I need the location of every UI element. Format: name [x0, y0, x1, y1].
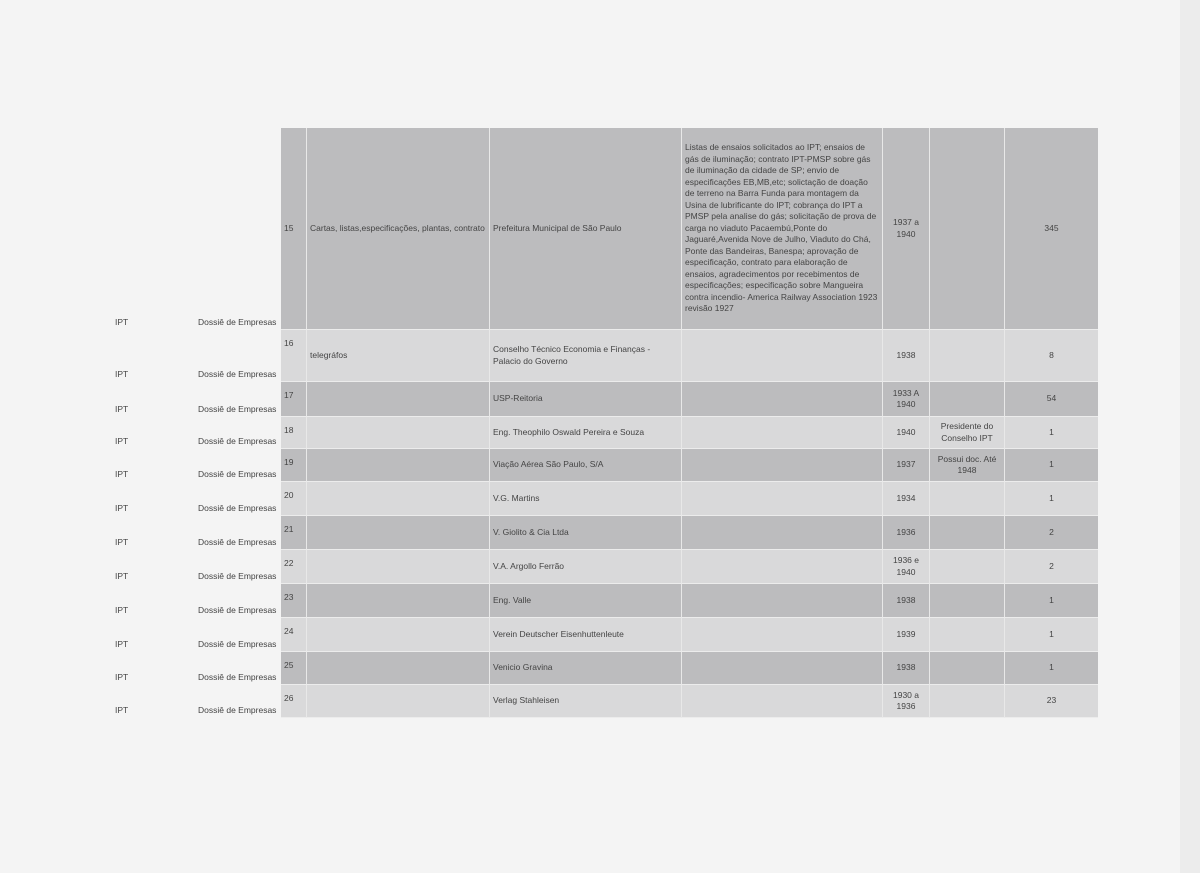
item-number: 24: [284, 626, 294, 636]
notes-cell: [930, 128, 1005, 330]
quantity-cell: [1005, 128, 1098, 330]
series-label: Dossiê de Empresas: [198, 705, 277, 715]
item-number-cell: [281, 128, 307, 330]
quantity: 1: [1049, 426, 1054, 437]
date-range: 1940: [896, 426, 916, 437]
description-cell: [682, 618, 883, 652]
item-number-cell: [281, 330, 307, 382]
table-row: [0, 128, 1100, 330]
quantity-cell: [1005, 482, 1098, 516]
entity-name-cell: [490, 128, 682, 330]
series-label: Dossiê de Empresas: [198, 469, 277, 479]
date-range-cell: [883, 550, 930, 584]
entity-name: Conselho Técnico Economia e Finanças -Palacio do Governo: [493, 344, 651, 366]
entity-name: Eng. Theophilo Oswald Pereira e Souza: [493, 426, 645, 437]
quantity: 345: [1044, 222, 1059, 233]
item-number-cell: [281, 516, 307, 550]
org-label: IPT: [115, 571, 129, 581]
quantity: 1: [1049, 628, 1054, 639]
series-label: Dossiê de Empresas: [198, 672, 277, 682]
item-number: 25: [284, 660, 294, 670]
table-row: [0, 516, 1100, 550]
document-type-cell: [307, 128, 490, 330]
date-range-cell: [883, 449, 930, 482]
item-number-cell: [281, 584, 307, 618]
notes-cell: [930, 417, 1005, 449]
item-number-cell: [281, 652, 307, 685]
entity-name: Prefeitura Municipal de São Paulo: [493, 222, 622, 233]
table-row: [0, 652, 1100, 685]
item-number-cell: [281, 449, 307, 482]
entity-name-cell: [490, 652, 682, 685]
entity-name-cell: [490, 685, 682, 718]
org-label: IPT: [115, 404, 129, 414]
quantity: 23: [1046, 695, 1057, 706]
entity-name-cell: [490, 516, 682, 550]
document-type-cell: [307, 550, 490, 584]
date-range-cell: [883, 330, 930, 382]
item-number-cell: [281, 618, 307, 652]
quantity-cell: [1005, 652, 1098, 685]
date-range: 1936: [896, 526, 916, 537]
description-cell: [682, 330, 883, 382]
notes-cell: [930, 449, 1005, 482]
date-range-cell: [883, 652, 930, 685]
notes-cell: [930, 516, 1005, 550]
series-label: Dossiê de Empresas: [198, 537, 277, 547]
entity-name-cell: [490, 382, 682, 417]
date-range-cell: [883, 482, 930, 516]
date-range-cell: [883, 584, 930, 618]
notes-cell: [930, 550, 1005, 584]
notes-cell: [930, 685, 1005, 718]
item-number: 20: [284, 490, 294, 500]
quantity: 1: [1049, 459, 1054, 470]
notes-cell: [930, 584, 1005, 618]
description-cell: [682, 382, 883, 417]
quantity: 1: [1049, 662, 1054, 673]
page-edge: [1180, 0, 1200, 873]
document-type: telegráfos: [310, 349, 348, 360]
date-range-cell: [883, 382, 930, 417]
quantity-cell: [1005, 685, 1098, 718]
quantity-cell: [1005, 550, 1098, 584]
entity-name-cell: [490, 449, 682, 482]
description-cell: [682, 584, 883, 618]
date-range: 1937 a 1940: [893, 217, 919, 239]
description-cell: [682, 516, 883, 550]
notes-cell: [930, 618, 1005, 652]
quantity-cell: [1005, 417, 1098, 449]
document-type: Cartas, listas,especificações, plantas, contrato: [310, 222, 485, 233]
date-range: 1933 A 1940: [892, 387, 920, 409]
entity-name: V.G. Martins: [493, 492, 540, 503]
date-range: 1938: [896, 349, 916, 360]
entity-name: Viação Aérea São Paulo, S/A: [493, 459, 604, 470]
table-row: [0, 382, 1100, 417]
notes-cell: [930, 330, 1005, 382]
series-label: Dossiê de Empresas: [198, 503, 277, 513]
description-cell: [682, 685, 883, 718]
item-number-cell: [281, 685, 307, 718]
item-number-cell: [281, 482, 307, 516]
description-cell: [682, 482, 883, 516]
table-row: [0, 550, 1100, 584]
table-row: [0, 584, 1100, 618]
org-label: IPT: [115, 469, 129, 479]
entity-name: Venicio Gravina: [493, 662, 553, 673]
description-cell: [682, 128, 883, 330]
entity-name: Verlag Stahleisen: [493, 695, 560, 706]
entity-name-cell: [490, 584, 682, 618]
quantity: 54: [1046, 393, 1057, 404]
item-number: 18: [284, 425, 294, 435]
quantity: 2: [1049, 526, 1054, 537]
org-label: IPT: [115, 369, 129, 379]
entity-name: V. Giolito & Cia Ltda: [493, 526, 569, 537]
date-range-cell: [883, 618, 930, 652]
quantity: 1: [1049, 594, 1054, 605]
org-label: IPT: [115, 605, 129, 615]
quantity-cell: [1005, 382, 1098, 417]
document-type-cell: [307, 417, 490, 449]
description-cell: [682, 652, 883, 685]
item-number: 15: [284, 222, 294, 233]
org-label: IPT: [115, 639, 129, 649]
quantity-cell: [1005, 449, 1098, 482]
item-number-cell: [281, 417, 307, 449]
entity-name-cell: [490, 417, 682, 449]
series-label: Dossiê de Empresas: [198, 639, 277, 649]
series-label: Dossiê de Empresas: [198, 404, 277, 414]
description: Listas de ensaios solicitados ao IPT; ensaios de gás de iluminação; contrato IPT-PMSP sobre gás de iluminação da cidade de SP; envio de especificações EB,MB,etc; solictação de doação de terreno na Barra Funda para montagem da Usina de lubrificante do IPT; cobrança do IPT a PMSP pela analise do gás; solicitação de prova de carga no viaduto Pacaembú,Ponte do Jaguaré,Avenida Nove de Julho, Viaduto do Chá, Ponte das Bandeiras, Banespa; aprovação de especificação, contrato para elaboração de ensaios, agradecimentos por recebimentos de especificações; especificação sobre Mangueira contra incendio- America Railway Association 1923 revisão 1927: [685, 142, 878, 314]
document-type-cell: [307, 330, 490, 382]
entity-name-cell: [490, 618, 682, 652]
table-row: [0, 449, 1100, 482]
quantity-cell: [1005, 516, 1098, 550]
item-number: 19: [284, 457, 294, 467]
quantity: 2: [1049, 560, 1054, 571]
entity-name-cell: [490, 550, 682, 584]
table-row: [0, 417, 1100, 449]
entity-name: Verein Deutscher Eisenhuttenleute: [493, 628, 624, 639]
date-range: 1938: [896, 662, 916, 673]
entity-name-cell: [490, 330, 682, 382]
entity-name-cell: [490, 482, 682, 516]
date-range: 1934: [896, 492, 916, 503]
org-label: IPT: [115, 705, 129, 715]
date-range: 1938: [896, 594, 916, 605]
item-number: 21: [284, 524, 294, 534]
notes: Presidente do Conselho IPT: [940, 421, 994, 443]
item-number-cell: [281, 550, 307, 584]
document-type-cell: [307, 449, 490, 482]
org-label: IPT: [115, 672, 129, 682]
item-number: 22: [284, 558, 294, 568]
date-range-cell: [883, 685, 930, 718]
org-label: IPT: [115, 317, 129, 327]
date-range: 1937: [896, 459, 916, 470]
table-row: [0, 618, 1100, 652]
date-range-cell: [883, 516, 930, 550]
document-type-cell: [307, 584, 490, 618]
item-number: 16: [284, 338, 294, 348]
table-row: [0, 685, 1100, 718]
series-label: Dossiê de Empresas: [198, 605, 277, 615]
notes-cell: [930, 482, 1005, 516]
table-row: [0, 330, 1100, 382]
document-type-cell: [307, 482, 490, 516]
item-number-cell: [281, 382, 307, 417]
description-cell: [682, 417, 883, 449]
item-number: 17: [284, 390, 294, 400]
quantity-cell: [1005, 618, 1098, 652]
item-number: 26: [284, 693, 294, 703]
notes-cell: [930, 652, 1005, 685]
entity-name: V.A. Argollo Ferrão: [493, 560, 565, 571]
description-cell: [682, 449, 883, 482]
quantity-cell: [1005, 584, 1098, 618]
org-label: IPT: [115, 537, 129, 547]
date-range: 1936 e 1940: [893, 555, 919, 577]
entity-name: USP-Reitoria: [493, 393, 543, 404]
series-label: Dossiê de Empresas: [198, 571, 277, 581]
date-range-cell: [883, 128, 930, 330]
document-type-cell: [307, 618, 490, 652]
series-label: Dossiê de Empresas: [198, 369, 277, 379]
document-type-cell: [307, 516, 490, 550]
series-label: Dossiê de Empresas: [198, 436, 277, 446]
quantity: 1: [1049, 492, 1054, 503]
series-label: Dossiê de Empresas: [198, 317, 277, 327]
notes: Possui doc. Até 1948: [937, 453, 997, 475]
entity-name: Eng. Valle: [493, 594, 532, 605]
notes-cell: [930, 382, 1005, 417]
document-type-cell: [307, 382, 490, 417]
document-type-cell: [307, 652, 490, 685]
quantity-cell: [1005, 330, 1098, 382]
date-range: 1930 a 1936: [893, 689, 919, 711]
date-range-cell: [883, 417, 930, 449]
document-type-cell: [307, 685, 490, 718]
description-cell: [682, 550, 883, 584]
quantity: 8: [1049, 349, 1054, 360]
table-row: [0, 482, 1100, 516]
item-number: 23: [284, 592, 294, 602]
org-label: IPT: [115, 503, 129, 513]
date-range: 1939: [896, 628, 916, 639]
org-label: IPT: [115, 436, 129, 446]
